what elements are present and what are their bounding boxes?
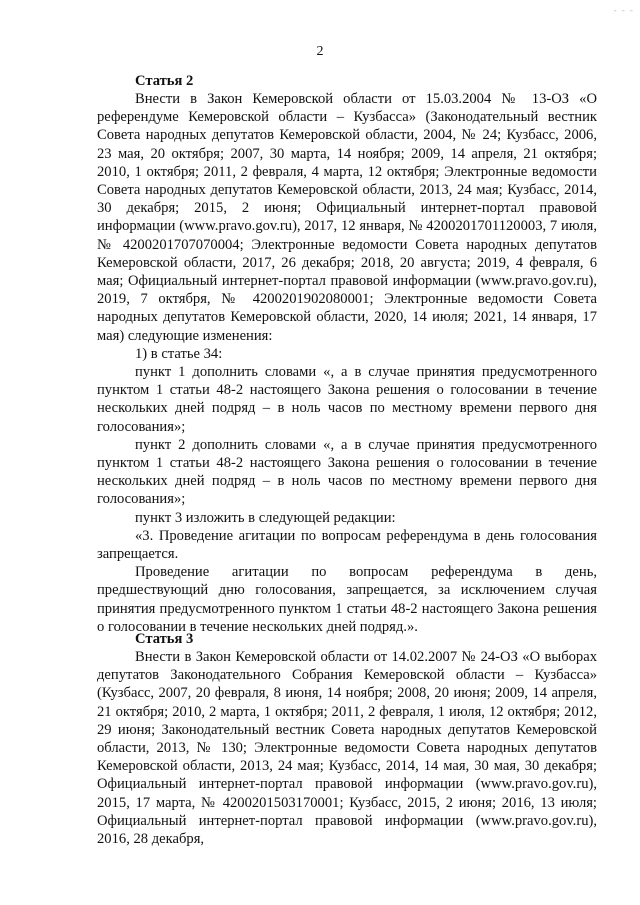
article-3-intro: Внести в Закон Кемеровской области от 14.02.2007 № 24-ОЗ «О выборах депутатов Законодательного Собрания Кемеровской области – Кузбасса» (Кузбасс, 2007, 20 февраля, 8 июня, 14 ноября; 2008, 20 июня; 2009, 14 апреля, 21 октября; 2010, 2 марта, 1 октября; 2011, 2 февраля, 1 июля, 12 октября; 2012, 29 июня; Законодательный вестник Совета народных депутатов Кемеровской области, 2013, № 130; Электронные ведомости Совета народных депутатов Кемеровской области, 2013, 24 мая; Кузбасс, 2014, 14 мая, 30 мая, 30 декабря; Официальный интернет-портал правовой информации (www.pravo.gov.ru), 2015, 17 марта, № 4200201503170001; Кузбасс, 2015, 2 июня; 2016, 13 июля; Официальный интернет-портал правовой информации (www.pravo.gov.ru), 2016, 28 декабря, bbox=[97, 649, 597, 848]
article-3-body bbox=[97, 648, 597, 848]
article-2-quote-2: Проведение агитации по вопросам референдума в день, предшествующий дню голосования, запрещается, за исключением случая принятия предусмотренного пунктом 1 статьи 48-2 настоящего Закона решения о голосовании в течение нескольких дней подряд.». bbox=[97, 564, 597, 635]
article-2-heading: Статья 2 bbox=[135, 73, 194, 89]
article-2-item-1: 1) в статье 34: bbox=[135, 345, 223, 362]
corner-marks: - - - bbox=[613, 6, 634, 16]
page-number: 2 bbox=[316, 44, 324, 59]
article-3-heading: Статья 3 bbox=[135, 631, 194, 647]
article-2-body bbox=[97, 90, 597, 636]
article-2-intro: Внести в Закон Кемеровской области от 15.03.2004 № 13-ОЗ «О референдуме Кемеровской области – Кузбасса» (Законодательный вестник Совета народных депутатов Кемеровской области, 2004, № 24; Кузбасс, 2006, 23 мая, 20 октября; 2007, 30 марта, 14 ноября; 2009, 14 апреля, 21 октября; 2010, 1 октября; 2011, 2 февраля, 4 марта, 12 октября; Электронные ведомости Совета народных депутатов Кемеровской области, 2013, 24 мая; Кузбасс, 2014, 30 декабря; 2015, 2 июня; Официальный интернет-портал правовой информации (www.pravo.gov.ru), 2017, 12 января, № 4200201701120003, 7 июля, № 4200201707070004; Электронные ведомости Совета народных депутатов Кемеровской области, 2017, 26 декабря; 2018, 20 августа; 2019, 4 февраля, 6 мая; Официальный интернет-портал правовой информации (www.pravo.gov.ru), 2019, 7 октября, № 4200201902080001; Электронные ведомости Совета народных депутатов Кемеровской области, 2020, 14 июля; 2021, 14 января, 17 мая) следующие изменения: bbox=[97, 91, 597, 344]
article-2-point-3: пункт 3 изложить в следующей редакции: bbox=[135, 509, 396, 526]
article-2-point-1: пункт 1 дополнить словами «, а в случае принятия предусмотренного пунктом 1 статьи 48-2 настоящего Закона решения о голосовании в течение нескольких дней подряд – в ноль часов по местному времени первого дня голосования»; bbox=[97, 364, 597, 435]
article-2-point-2: пункт 2 дополнить словами «, а в случае принятия предусмотренного пунктом 1 статьи 48-2 настоящего Закона решения о голосовании в течение нескольких дней подряд – в ноль часов по местному времени первого дня голосования»; bbox=[97, 436, 597, 508]
article-2-quote-1: «3. Проведение агитации по вопросам референдума в день голосования запрещается. bbox=[97, 527, 597, 563]
